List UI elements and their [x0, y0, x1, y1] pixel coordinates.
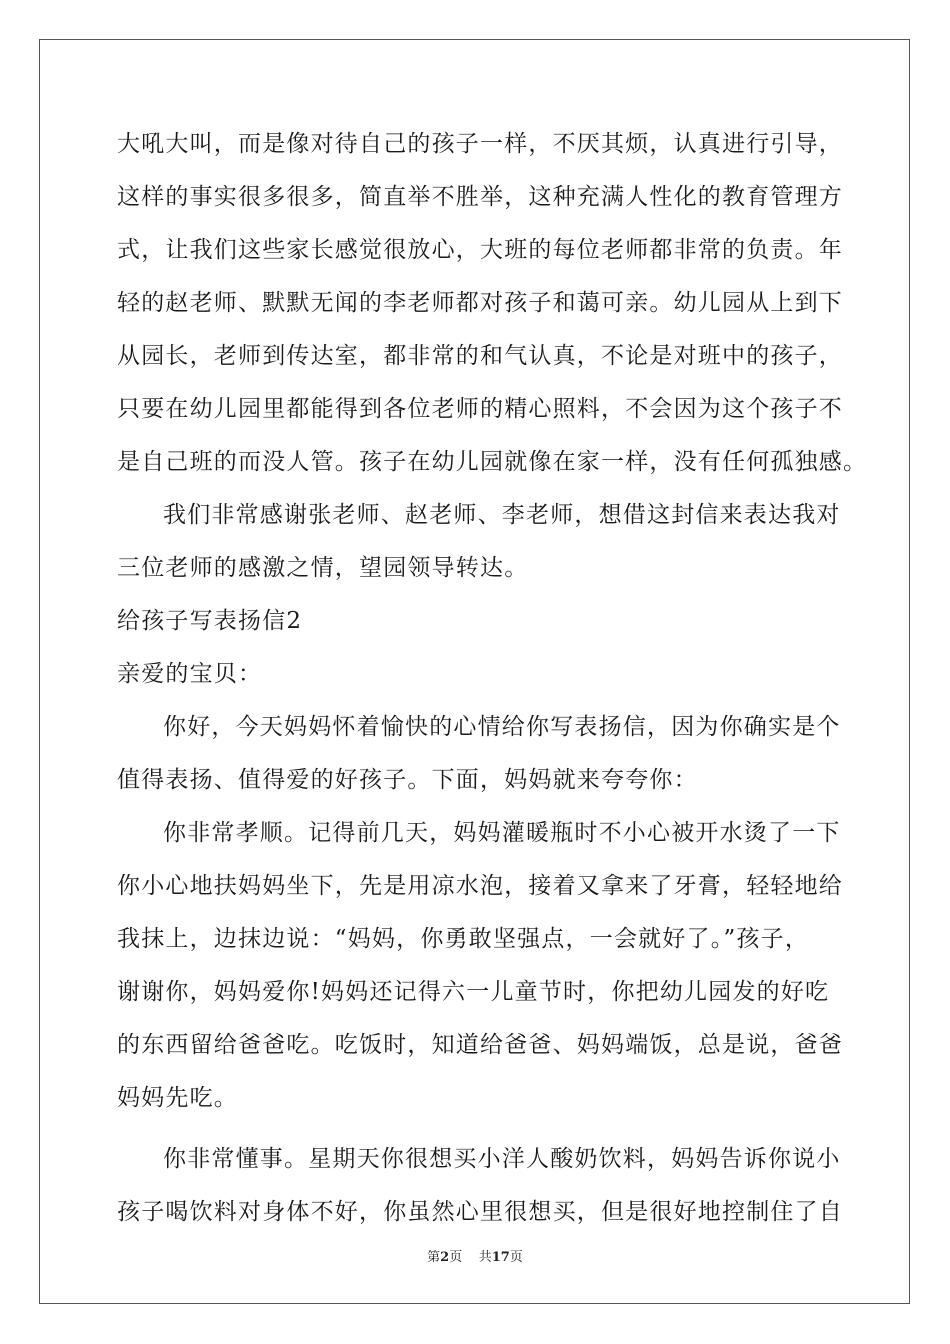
text-line: 你非常孝顺。记得前几天，妈妈灌暖瓶时不小心被开水烫了一下	[163, 820, 841, 846]
text-line: 从园长，老师到传达室，都非常的和气认真，不论是对班中的孩子，	[117, 343, 843, 369]
text-line: 大吼大叫，而是像对待自己的孩子一样，不厌其烦，认真进行引导，	[117, 131, 843, 157]
text-line: 你非常懂事。星期天你很想买小洋人酸奶饮料，妈妈告诉你说小	[163, 1146, 841, 1172]
text-line: 孩子喝饮料对身体不好，你虽然心里很想买，但是很好地控制住了自	[117, 1199, 843, 1225]
text-line: 这样的事实很多很多，简直举不胜举，这种充满人性化的教育管理方	[117, 184, 843, 210]
text-line: 是自己班的而没人管。孩子在幼儿园就像在家一样，没有任何孤独感。	[117, 449, 868, 475]
text-line: 的东西留给爸爸吃。吃饭时，知道给爸爸、妈妈端饭，总是说，爸爸	[117, 1032, 843, 1058]
paragraph-gap	[117, 1125, 877, 1133]
total-prefix: 共	[478, 1250, 492, 1265]
text-line: 你小心地扶妈妈坐下，先是用凉水泡，接着又拿来了牙膏，轻轻地给	[117, 873, 843, 899]
page-number: 2	[440, 1250, 450, 1265]
text-line: 式，让我们这些家长感觉很放心，大班的每位老师都非常的负责。年	[117, 237, 843, 263]
total-pages: 17	[491, 1250, 510, 1265]
text-line: 值得表扬、值得爱的好孩子。下面，妈妈就来夸夸你：	[117, 767, 698, 793]
section-heading: 给孩子写表扬信2	[117, 608, 303, 634]
total-unit: 页	[509, 1250, 523, 1265]
text-line: 谢谢你，妈妈爱你!妈妈还记得六一儿童节时，你把幼儿园发的好吃	[117, 979, 830, 1005]
text-line: 你好，今天妈妈怀着愉快的心情给你写表扬信，因为你确实是个	[163, 714, 841, 740]
page-unit: 页	[449, 1250, 463, 1265]
text-line: 三位老师的感激之情，望园领导转达。	[117, 555, 529, 581]
salutation: 亲爱的宝贝：	[117, 661, 263, 687]
text-line: 我抹上，边抹边说：“妈妈，你勇敢坚强点，一会就好了。”孩子，	[117, 926, 810, 952]
text-line: 我们非常感谢张老师、赵老师、李老师，想借这封信来表达我对	[163, 502, 841, 528]
text-line: 轻的赵老师、默默无闻的李老师都对孩子和蔼可亲。幼儿园从上到下	[117, 290, 843, 316]
text-line: 只要在幼儿园里都能得到各位老师的精心照料，不会因为这个孩子不	[117, 396, 843, 422]
page-prefix: 第	[427, 1250, 441, 1265]
document-body	[117, 118, 877, 1239]
text-line: 妈妈先吃。	[117, 1085, 238, 1111]
page-footer	[0, 1246, 950, 1265]
